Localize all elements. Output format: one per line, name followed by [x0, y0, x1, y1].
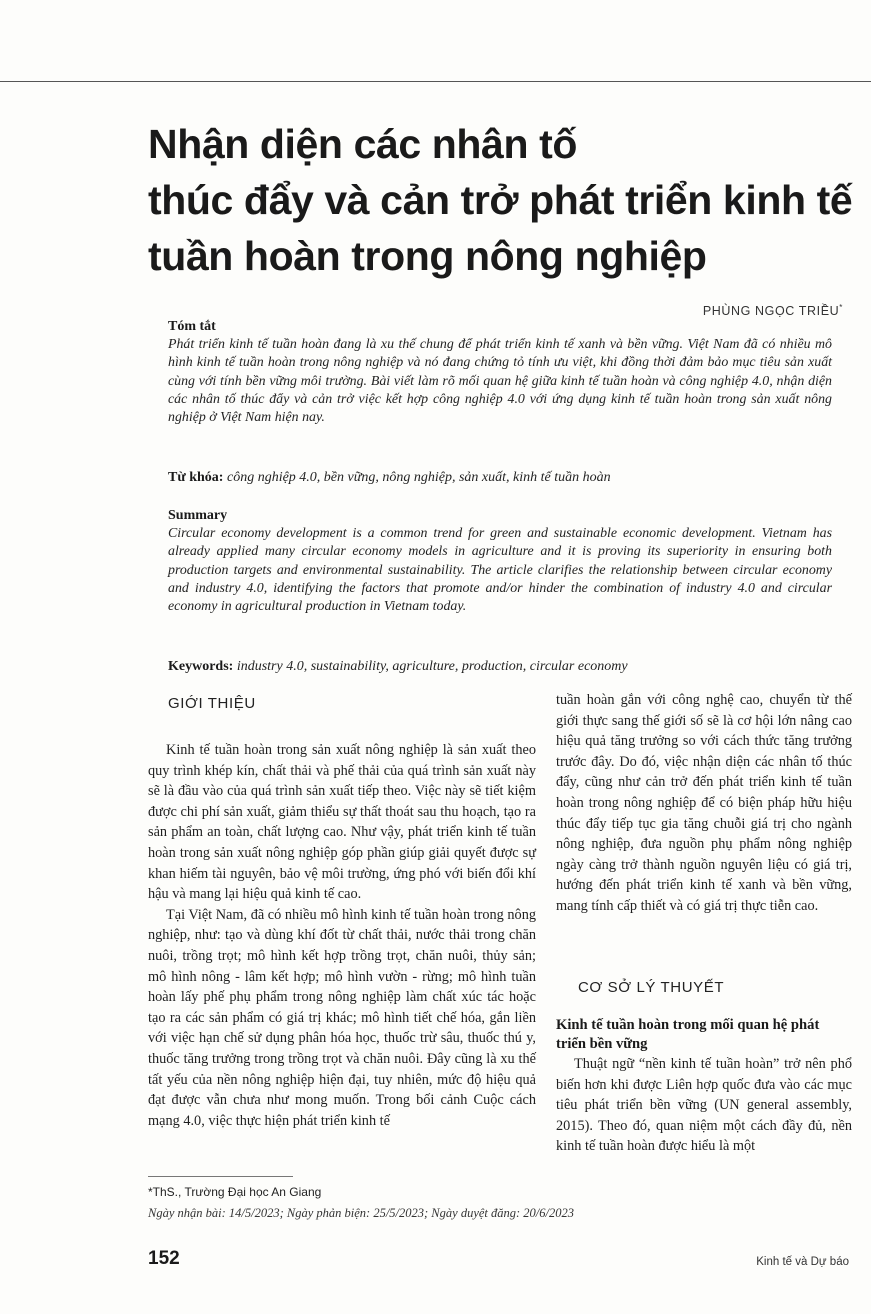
keywords-vi-text: công nghiệp 4.0, bền vững, nông nghiệp, sản xuất, kinh tế tuần hoàn — [226, 470, 611, 485]
title-line-2: thúc đẩy và cản trở phát triển kinh tế — [148, 177, 853, 223]
keywords-en-label: Keywords: — [168, 659, 234, 674]
abstract-vi — [168, 318, 832, 427]
title-line-1: Nhận diện các nhân tố — [148, 121, 577, 167]
left-column — [148, 740, 536, 1131]
abstract-en — [168, 507, 832, 616]
right-column-top — [556, 690, 852, 917]
author-footnote-mark: * — [839, 303, 843, 312]
header-rule — [0, 81, 871, 82]
abstract-vi-body: Phát triển kinh tế tuần hoàn đang là xu thế chung để phát triển kinh tế xanh và bền vững. Việt Nam đã có nhiều mô hình kinh tế tuần hoàn trong nông nghiệp và nó đang chứng tỏ tính ưu việt, khi đồng thời đảm bảo mục tiêu sản xuất cùng với tính bền vững môi trường. Bài viết làm rõ mối quan hệ giữa kinh tế tuần hoàn và công nghiệp 4.0, nhận diện các nhân tố thúc đẩy và cản trở việc kết hợp công nghiệp 4.0 với ứng dụng kinh tế tuần hoàn trong sản xuất nông nghiệp ở Việt Nam hiện nay. — [168, 337, 832, 426]
keywords-vi — [168, 469, 832, 487]
footnote-rule — [148, 1176, 293, 1177]
intro-paragraph-1: Kinh tế tuần hoàn trong sản xuất nông nghiệp là sản xuất theo quy trình khép kín, chất thải và phế thải của quá trình sản xuất này sẽ là đầu vào của quá trình sản xuất tiếp theo. Việc này sẽ tiết kiệm được chi phí sản xuất, giảm thiểu sự thất thoát sau thu hoạch, tạo ra sản phẩm an toàn, chất lượng cao. Như vậy, phát triển kinh tế tuần hoàn trong sản xuất nông nghiệp góp phần giúp giải quyết được sự khan hiếm tài nguyên, bảo vệ môi trường, ứng phó với biến đổi khí hậu và mang lại hiệu quả kinh tế cao. — [148, 742, 536, 903]
journal-name: Kinh tế và Dự báo — [756, 1256, 849, 1268]
keywords-en-text: industry 4.0, sustainability, agriculture, production, circular economy — [236, 659, 628, 674]
theory-heading: CƠ SỞ LÝ THUYẾT — [578, 979, 725, 996]
abstract-en-body: Circular economy development is a common trend for green and sustainable economic development. Vietnam has already applied many circular economy models in agriculture and it is proving its superiority in ensuring both production targets and environmental sustainability. The article clarifies the relationship between circular economy and industry 4.0, identifying the factors that promote and/or hinder the combination of industry 4.0 and circular economy in agricultural production in Vietnam today. — [168, 526, 832, 615]
theory-paragraph-1: Thuật ngữ “nền kinh tế tuần hoàn” trở nên phổ biến hơn khi được Liên hợp quốc đưa vào các mục tiêu phát triển bền vững (UN general assembly, 2015). Theo đó, quan niệm một cách đầy đủ, nền kinh tế tuần hoàn được hiểu là một — [556, 1056, 852, 1155]
right-column-bottom — [556, 1054, 852, 1157]
abstract-en-heading: Summary — [168, 508, 228, 523]
keywords-vi-label: Từ khóa: — [168, 470, 224, 485]
page-number: 152 — [148, 1248, 180, 1269]
intro-paragraph-2: Tại Việt Nam, đã có nhiều mô hình kinh tế tuần hoàn trong nông nghiệp, như: tạo và dùng khí đốt từ chất thải, nước thải trong chăn nuôi, trồng trọt; mô hình kết hợp trồng trọt, chăn nuôi, thủy sản; mô hình nông - lâm kết hợp; mô hình vườn - rừng; mô hình tuần hoàn lấy phế phụ phẩm trong nông nghiệp làm chất xúc tác hoặc tạo ra các sản phẩm có giá trị khác; mô hình tiết chế hóa, gắn liền với việc hạn chế sử dụng phân hóa học, thuốc trừ sâu, thuốc thú y, thuốc tăng trưởng trong trồng trọt và chăn nuôi. Đây cũng là xu thế tất yếu của nền nông nghiệp hiện đại, tuy nhiên, mức độ hiệu quả đạt được vẫn chưa như mong muốn. Trong bối cảnh Cuộc cách mạng 4.0, việc thực hiện phát triển kinh tế — [148, 906, 536, 1129]
intro-heading: GIỚI THIỆU — [168, 695, 256, 712]
intro-paragraph-3: tuần hoàn gắn với công nghệ cao, chuyển từ thế giới thực sang thế giới số sẽ là cơ hội lớn nâng cao hiệu quả tăng trưởng so với cách thức tăng trưởng trước đây. Do đó, việc nhận diện các nhân tố thúc đẩy, cũng như cản trở đến phát triển kinh tế tuần hoàn trong nông nghiệp để có biện pháp hữu hiệu thúc đẩy tiếp tục gia tăng chuỗi giá trị cho ngành nông nghiệp, đưa nguồn phụ phẩm nông nghiệp ngày càng trở thành nguồn nguyên liệu có giá trị, hướng đến phát triển kinh tế xanh và bền vững, mang tính cấp thiết và có giá trị thực tiễn cao. — [556, 692, 852, 914]
footnote-affiliation: *ThS., Trường Đại học An Giang — [148, 1185, 322, 1199]
keywords-en — [168, 658, 832, 676]
theory-subheading: Kinh tế tuần hoàn trong mối quan hệ phát triển bền vững — [556, 1017, 820, 1052]
author-name: PHÙNG NGỌC TRIỀU* — [702, 303, 843, 319]
footnote-dates: Ngày nhận bài: 14/5/2023; Ngày phản biện: 25/5/2023; Ngày duyệt đăng: 20/6/2023 — [148, 1206, 574, 1220]
article-title — [148, 116, 853, 284]
abstract-vi-heading: Tóm tắt — [168, 319, 216, 334]
title-line-3: tuần hoàn trong nông nghiệp — [148, 233, 707, 279]
